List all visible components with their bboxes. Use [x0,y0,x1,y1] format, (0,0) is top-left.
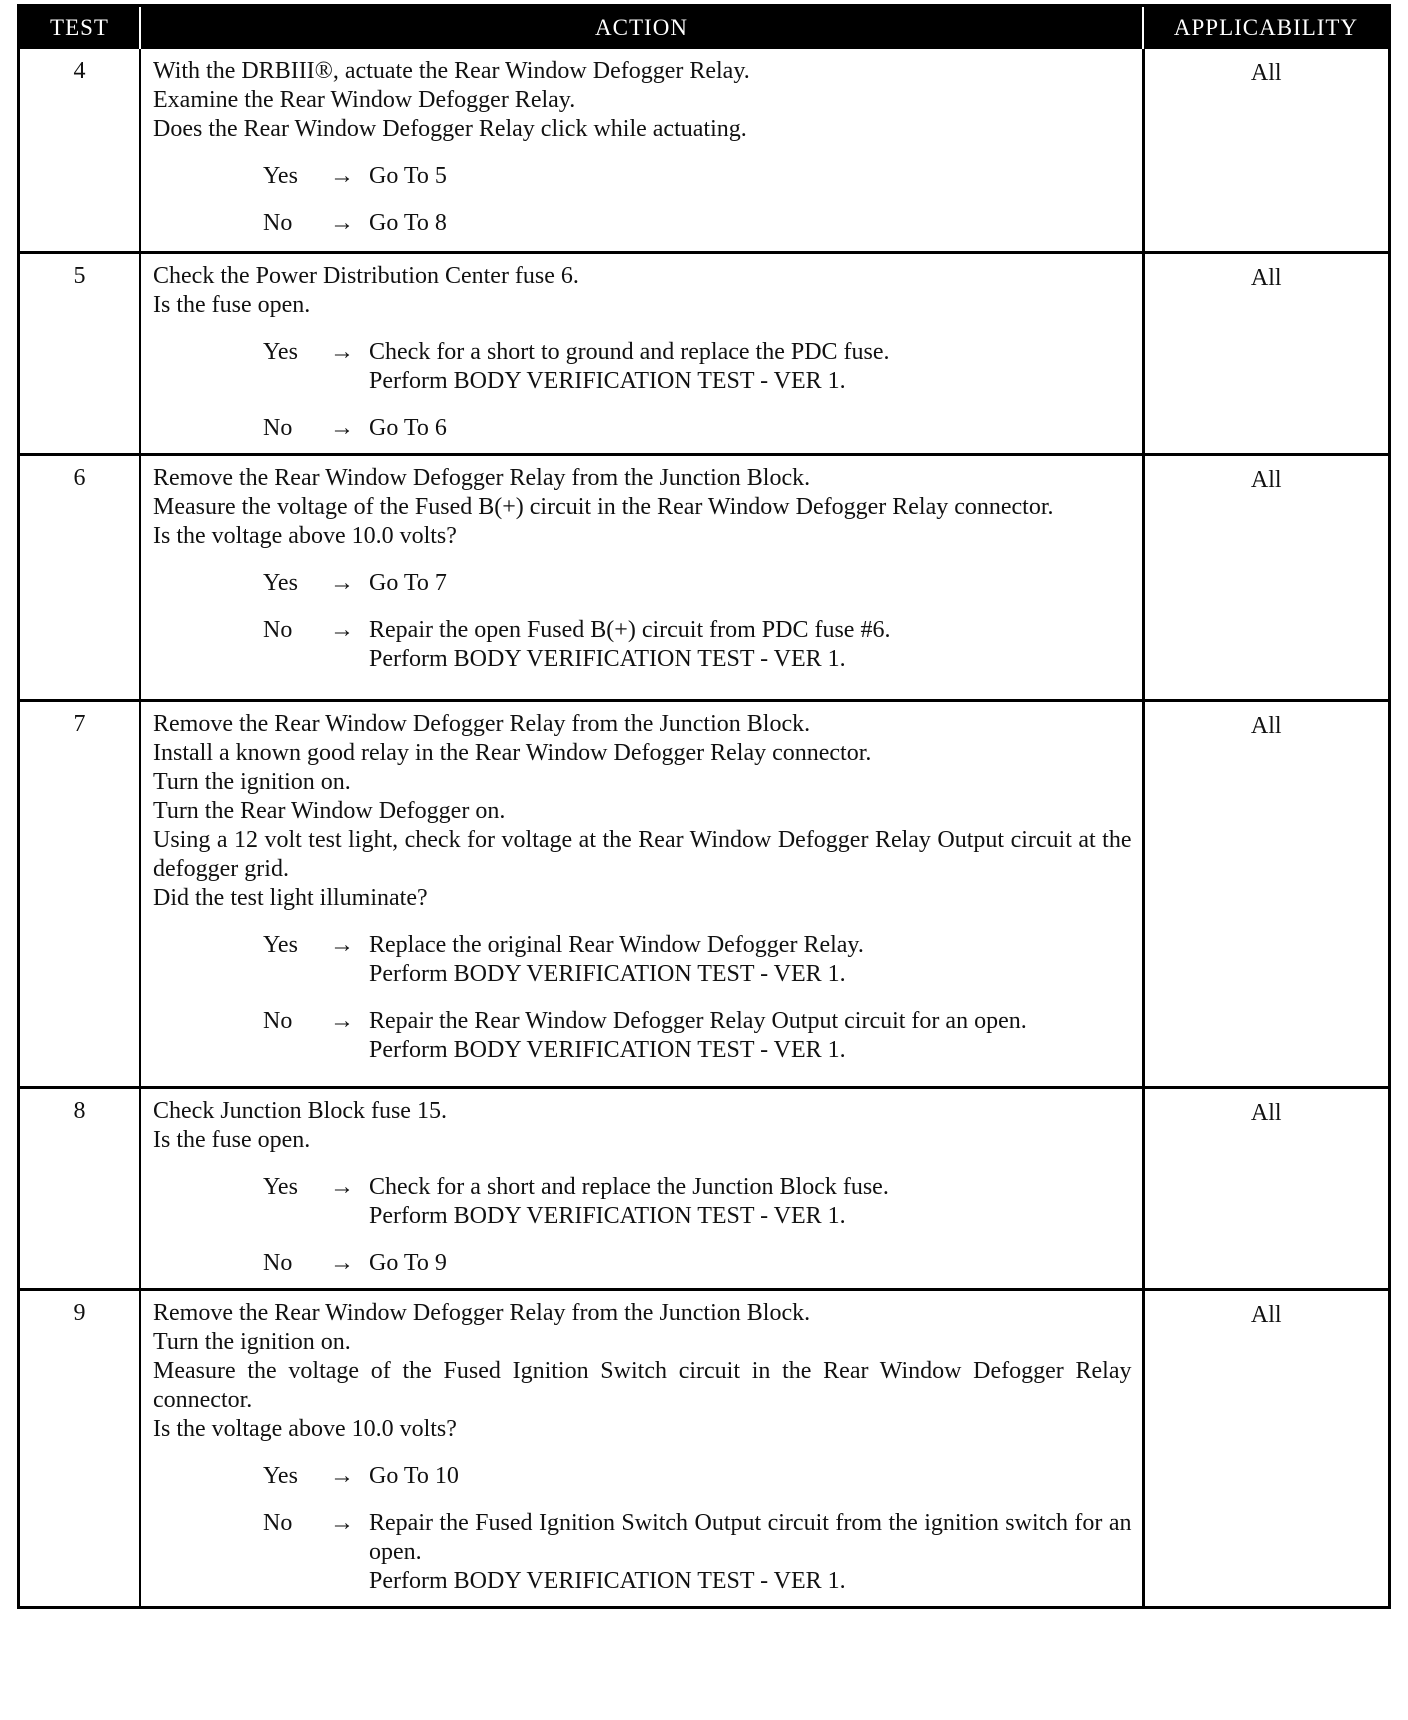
yes-option [153,162,1132,191]
arrow-icon: → [330,1173,354,1200]
yes-result [365,1173,1132,1231]
result-line: Repair the Fused Ignition Switch Output circuit from the ignition switch for an open. [369,1509,1132,1565]
arrow-icon: → [330,1249,354,1276]
no-result [365,209,1132,238]
result-line: Go To 8 [369,210,447,236]
table-row [20,252,1388,454]
yes-option [153,1173,1132,1231]
result-line: Perform BODY VERIFICATION TEST - VER 1. [369,960,846,987]
no-option [153,1249,1132,1278]
action-line: Remove the Rear Window Defogger Relay from the Junction Block. [153,710,811,737]
no-label: No [263,210,293,236]
action-line: Is the voltage above 10.0 volts? [153,1415,457,1442]
result-line: Go To 10 [369,1462,459,1489]
applicability-value: All [1143,700,1388,1087]
action-line: Does the Rear Window Defogger Relay click while actuating. [153,116,747,142]
result-line: Go To 7 [369,569,447,596]
arrow-icon: → [330,569,354,596]
table-row [20,454,1388,700]
test-number: 5 [20,252,140,454]
yes-option [153,569,1132,598]
result-line: Repair the Rear Window Defogger Relay Output circuit for an open. [369,1007,1027,1034]
yes-result [365,569,1132,598]
result-line: Go To 9 [369,1249,447,1276]
yes-option [153,1462,1132,1491]
action-line: Is the voltage above 10.0 volts? [153,522,457,549]
yes-label: Yes [263,931,298,958]
action-line: With the DRBIII®, actuate the Rear Window Defogger Relay. [153,58,750,84]
table-row [20,49,1388,252]
action-line: Is the fuse open. [153,1126,311,1153]
yes-label: Yes [263,338,298,365]
action-line: Check Junction Block fuse 15. [153,1097,447,1124]
action-cell [140,454,1143,700]
action-cell [140,700,1143,1087]
result-line: Perform BODY VERIFICATION TEST - VER 1. [369,1036,846,1063]
test-number: 8 [20,1087,140,1289]
arrow-icon: → [330,1007,354,1034]
yes-result [365,931,1132,989]
result-line: Perform BODY VERIFICATION TEST - VER 1. [369,1567,846,1594]
no-label: No [263,1007,293,1034]
result-line: Check for a short to ground and replace the PDC fuse. [369,338,890,365]
action-line: Measure the voltage of the Fused B(+) circuit in the Rear Window Defogger Relay connector. [153,493,1054,520]
test-number: 4 [20,49,140,252]
no-option [153,1509,1132,1596]
no-result [365,414,1132,443]
no-option [153,1007,1132,1065]
yes-label: Yes [263,1173,298,1200]
arrow-icon: → [330,931,354,958]
result-line: Replace the original Rear Window Defogger Relay. [369,931,864,958]
action-cell [140,1087,1143,1289]
yes-label: Yes [263,1462,298,1489]
no-option [153,616,1132,674]
header-action: ACTION [140,7,1143,49]
test-table [20,7,1388,1606]
applicability-value: All [1143,454,1388,700]
yes-result [365,1462,1132,1491]
action-line: Turn the Rear Window Defogger on. [153,797,506,824]
result-line: Go To 6 [369,414,447,441]
applicability-value: All [1143,1087,1388,1289]
arrow-icon: → [330,338,354,365]
action-cell [140,252,1143,454]
result-line: Perform BODY VERIFICATION TEST - VER 1. [369,1202,846,1229]
no-result [365,616,1132,674]
result-line: Perform BODY VERIFICATION TEST - VER 1. [369,645,846,672]
action-line: Did the test light illuminate? [153,884,428,911]
action-line: Remove the Rear Window Defogger Relay from the Junction Block. [153,464,811,491]
no-option [153,414,1132,443]
diagnostic-test-table [17,4,1391,1609]
action-line: Examine the Rear Window Defogger Relay. [153,87,576,113]
arrow-icon: → [330,1509,354,1536]
no-label: No [263,414,293,441]
no-result [365,1007,1132,1065]
no-result [365,1509,1132,1596]
yes-result [365,162,1132,191]
action-line: Turn the ignition on. [153,768,351,795]
action-cell [140,49,1143,252]
action-line: Is the fuse open. [153,291,311,318]
no-label: No [263,1509,293,1536]
arrow-icon: → [330,163,354,189]
no-label: No [263,616,293,643]
result-line: Repair the open Fused B(+) circuit from PDC fuse #6. [369,616,891,643]
applicability-value: All [1143,1289,1388,1606]
action-cell [140,1289,1143,1606]
test-number: 7 [20,700,140,1087]
action-line: Check the Power Distribution Center fuse 6. [153,262,579,289]
no-result [365,1249,1132,1278]
table-row [20,1289,1388,1606]
action-line: Turn the ignition on. [153,1328,351,1355]
result-line: Go To 5 [369,163,447,189]
no-label: No [263,1249,293,1276]
yes-label: Yes [263,163,298,189]
action-line: Remove the Rear Window Defogger Relay from the Junction Block. [153,1299,811,1326]
result-line: Perform BODY VERIFICATION TEST - VER 1. [369,367,846,394]
arrow-icon: → [330,414,354,441]
test-number: 6 [20,454,140,700]
arrow-icon: → [330,616,354,643]
header-applicability: APPLICABILITY [1143,7,1388,49]
table-row [20,700,1388,1087]
arrow-icon: → [330,1462,354,1489]
header-test: TEST [20,7,140,49]
result-line: Check for a short and replace the Junction Block fuse. [369,1173,889,1200]
yes-result [365,338,1132,396]
applicability-value: All [1250,60,1282,86]
yes-label: Yes [263,569,298,596]
applicability-value: All [1143,252,1388,454]
table-row [20,1087,1388,1289]
test-number: 9 [20,1289,140,1606]
no-option [153,209,1132,238]
yes-option [153,931,1132,989]
action-line: Measure the voltage of the Fused Ignition Switch circuit in the Rear Window Defogger Relay connector. [153,1357,1132,1413]
yes-option [153,338,1132,396]
action-line: Install a known good relay in the Rear Window Defogger Relay connector. [153,739,872,766]
arrow-icon: → [330,210,354,236]
action-line: Using a 12 volt test light, check for voltage at the Rear Window Defogger Relay Output circuit at the defogger grid. [153,826,1132,882]
header-row [20,7,1388,49]
